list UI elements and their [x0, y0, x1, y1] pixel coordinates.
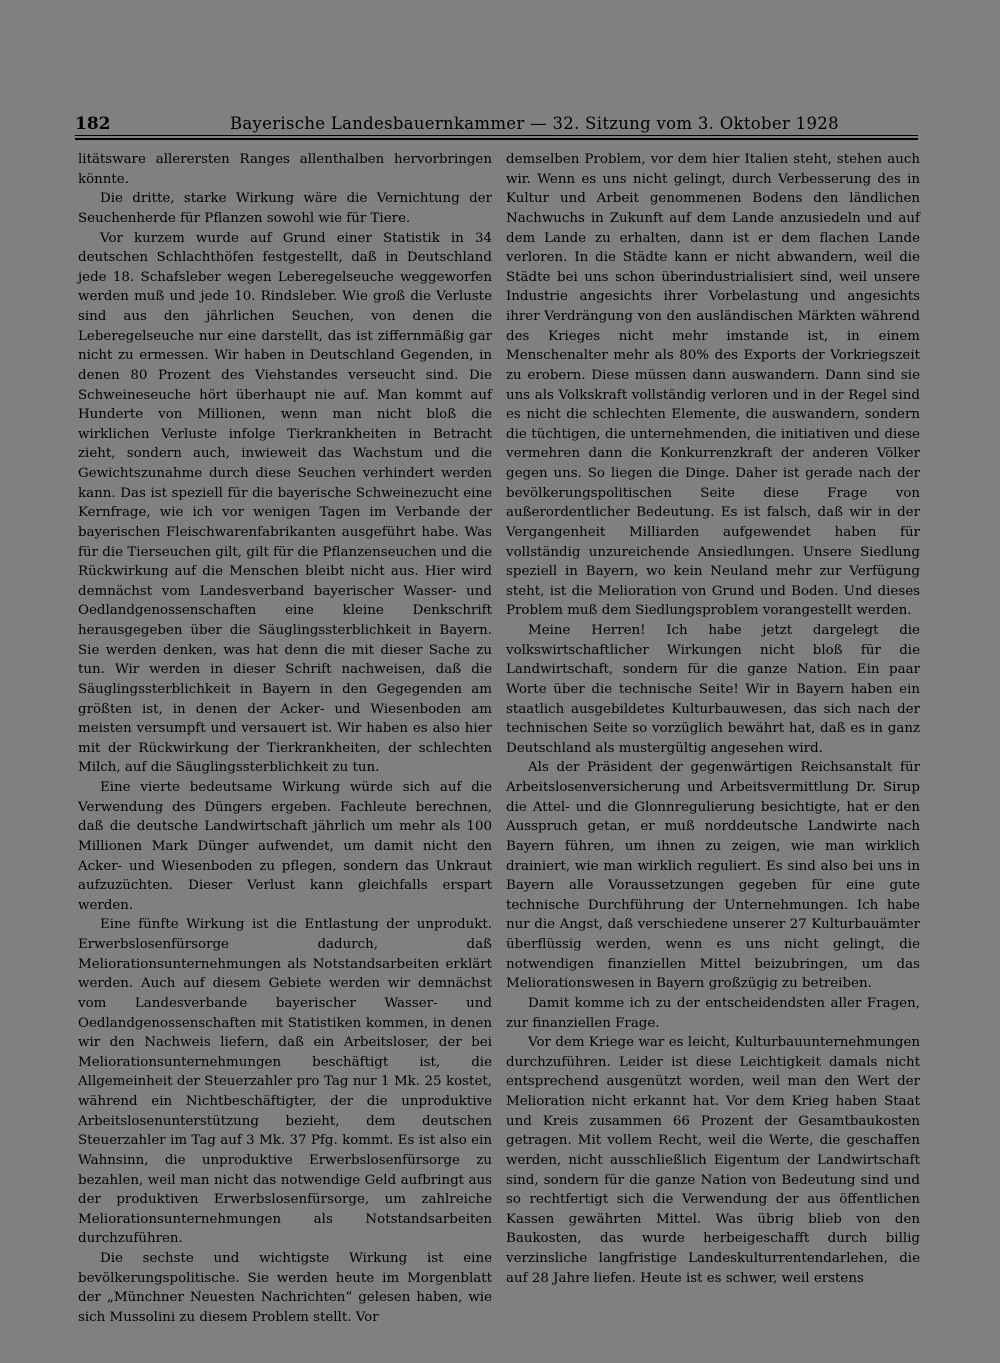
paragraph: Eine fünfte Wirkung ist die Entlastung der unprodukt. Erwerbslosenfürsorge dadurch, daß Meliorationsunternehmungen als Notstandsarbeiten erklärt werden. Auch auf diesem Gebiete werden wir demnächst vom Landesverbande bayerischer Wasser- und Oedlandgenossenschaften mit Statistiken kommen, in denen wir den Nachweis liefern, daß ein Arbeitsloser, der bei Meliorationsunternehmungen beschäftigt ist, die Allgemeinheit der Steuerzahler pro Tag nur 1 Mk. 25 kostet, während ein Nichtbeschäftigter, der die unproduktive Arbeitslosenunterstützung bezieht, dem deutschen Steuerzahler im Tag auf 3 Mk. 37 Pfg. kommt. Es ist also ein Wahnsinn, die unproduktive Erwerbslosenfürsorge zu bezahlen, weil man nicht das notwendige Geld aufbringt aus der produktiven Erwerbslosenfürsorge, um zahlreiche Meliorationsunternehmungen als Notstandsarbeiten durchzuführen. [78, 917, 492, 1247]
paragraph: litätsware allerersten Ranges allenthalben hervorbringen könnte. [78, 152, 492, 187]
left-column [78, 150, 492, 1328]
paragraph: Damit komme ich zu der entscheidendsten aller Fragen, zur finanziellen Frage. [506, 995, 920, 1031]
header-rule-thick [75, 138, 918, 140]
running-head: Bayerische Landesbauernkammer — 32. Sitzung vom 3. Oktober 1928 [230, 114, 839, 133]
paragraph: Vor kurzem wurde auf Grund einer Statistik in 34 deutschen Schlachthöfen festgestellt, daß in Deutschland jede 18. Schafsleber wegen Leberegelseuche weggeworfen werden muß und jede 10. Rindsleber. Wie groß die Verluste sind aus den jährlichen Seuchen, von denen die Leberegelseuche nur eine darstellt, das ist ziffernmäßig gar nicht zu ermessen. Wir haben in Deutschland Gegenden, in denen 80 Prozent des Viehstandes verseucht sind. Die Schweineseuche hört überhaupt nie auf. Man kommt auf Hunderte von Millionen, wenn man nicht bloß die wirklichen Verluste infolge Tierkrankheiten in Betracht zieht, sondern auch, inwieweit das Wachstum und die Gewichtszunahme durch diese Seuchen verhindert werden kann. Das ist speziell für die bayerische Schweinezucht eine Kernfrage, wie ich vor wenigen Tagen im Verbande der bayerischen Fleischwarenfabrikanten ausgeführt habe. Was für die Tierseuchen gilt, gilt für die Pflanzenseuchen und die Rückwirkung auf die Menschen bleibt nicht aus. Hier wird demnächst vom Landesverband bayerischer Wasser- und Oedlandgenossenschaften eine kleine Denkschrift herausgegeben über die Säuglingssterblichkeit in Bayern. Sie werden denken, was hat denn die mit dieser Sache zu tun. Wir werden in dieser Schrift nachweisen, daß die Säuglingssterblichkeit in Bayern in den Gegegenden am größten ist, in denen der Acker- und Wiesenboden am meisten versumpft und versauert ist. Wir haben es also hier mit der Rückwirkung der Tierkrankheiten, der schlechten Milch, auf die Säuglingssterblichkeit zu tun. [78, 230, 492, 776]
paragraph: Die sechste und wichtigste Wirkung ist eine bevölkerungspolitische. Sie werden heute im Morgenblatt der „Münchner Neuesten Nachrichten“ gelesen haben, wie sich Mussolini zu diesem Problem stellt. Vor [78, 1251, 492, 1325]
page-header [75, 112, 918, 138]
header-rule-thin [75, 135, 918, 136]
paragraph: demselben Problem, vor dem hier Italien steht, stehen auch wir. Wenn es uns nicht gelingt, durch Verbesserung des in Kultur und Arbeit genommenen Bodens den ländlichen Nachwuchs in Zukunft auf dem Lande anzusiedeln und auf dem Lande zu erhalten, dann ist er dem flachen Lande verloren. In die Städte kann er nicht abwandern, weil die Städte bei uns schon überindustrialisiert sind, weil unsere Industrie angesichts ihrer Vorbelastung und angesichts ihrer Verdrängung von den ausländischen Märkten während des Krieges nicht mehr imstande ist, in einem Menschenalter mehr als 80% des Exports der Vorkriegszeit zu erobern. Diese müssen dann auswandern. Dann sind sie uns als Volkskraft vollständig verloren und in der Regel sind es nicht die schlechten Elemente, die auswandern, sondern die tüchtigen, die unternehmenden, die initiativen und diese vermehren dann die Konkurrenzkraft der anderen Völker gegen uns. So liegen die Dinge. Daher ist gerade nach der bevölkerungspolitischen Seite diese Frage von außerordentlicher Bedeutung. Es ist falsch, daß wir in der Vergangenheit Milliarden aufgewendet haben für vollständig unzureichende Ansiedlungen. Unsere Siedlung speziell in Bayern, wo kein Neuland mehr zur Verfügung steht, ist die Melioration von Grund und Boden. Und dieses Problem muß dem Siedlungsproblem vorangestellt werden. [506, 152, 920, 619]
paragraph: Meine Herren! Ich habe jetzt dargelegt die volkswirtschaftlicher Wirkungen nicht bloß für die Landwirtschaft, sondern für die ganze Nation. Ein paar Worte über die technische Seite! Wir in Bayern haben ein staatlich ausgebildetes Kulturbauwesen, das sich nach der technischen Seite so vorzüglich bewährt hat, daß es in ganz Deutschland als mustergültig angesehen wird. [506, 623, 920, 756]
right-column [506, 150, 920, 1288]
paragraph: Die dritte, starke Wirkung wäre die Vernichtung der Seuchenherde für Pflanzen sowohl wie für Tiere. [78, 191, 492, 226]
paragraph: Als der Präsident der gegenwärtigen Reichsanstalt für Arbeitslosenversicherung und Arbeitsvermittlung Dr. Sirup die Attel- und die Glonnregulierung besichtigte, hat er den Ausspruch getan, er muß norddeutsche Landwirte nach Bayern führen, um ihnen zu zeigen, wie man wirklich drainiert, wie man wirklich reguliert. Es sind also bei uns in Bayern alle Voraussetzungen gegeben für eine gute technische Durchführung der Unternehmungen. Ich habe nur die Angst, daß verschiedene unserer 27 Kulturbauämter überflüssig werden, wenn es uns nicht gelingt, die notwendigen finanziellen Mittel beizubringen, um das Meliorationswesen in Bayern großzügig zu betreiben. [506, 760, 920, 992]
paragraph: Eine vierte bedeutsame Wirkung würde sich auf die Verwendung des Düngers ergeben. Fachleute berechnen, daß die deutsche Landwirtschaft jährlich um mehr als 100 Millionen Mark Dünger aufwendet, um damit nicht den Acker- und Wiesenboden zu pflegen, sondern das Unkraut aufzuzüchten. Dieser Verlust kann gleichfalls erspart werden. [78, 780, 492, 913]
paragraph: Vor dem Kriege war es leicht, Kulturbauunternehmungen durchzuführen. Leider ist diese Leichtigkeit damals nicht entsprechend ausgenützt worden, weil man den Wert der Melioration nicht erkannt hat. Vor dem Krieg haben Staat und Kreis zusammen 66 Prozent der Gesamtbaukosten getragen. Mit vollem Recht, weil die Werte, die geschaffen werden, nicht ausschließlich Eigentum der Landwirtschaft sind, sondern für die ganze Nation von Bedeutung sind und so rechtfertigt sich die Verwendung der aus öffentlichen Kassen gewährten Mittel. Was übrig blieb von den Baukosten, das wurde herbeigeschafft durch billig verzinsliche langfristige Landeskulturrentendarlehen, die auf 28 Jahre liefen. Heute ist es schwer, weil erstens [506, 1035, 920, 1286]
page-number: 182 [75, 114, 111, 134]
